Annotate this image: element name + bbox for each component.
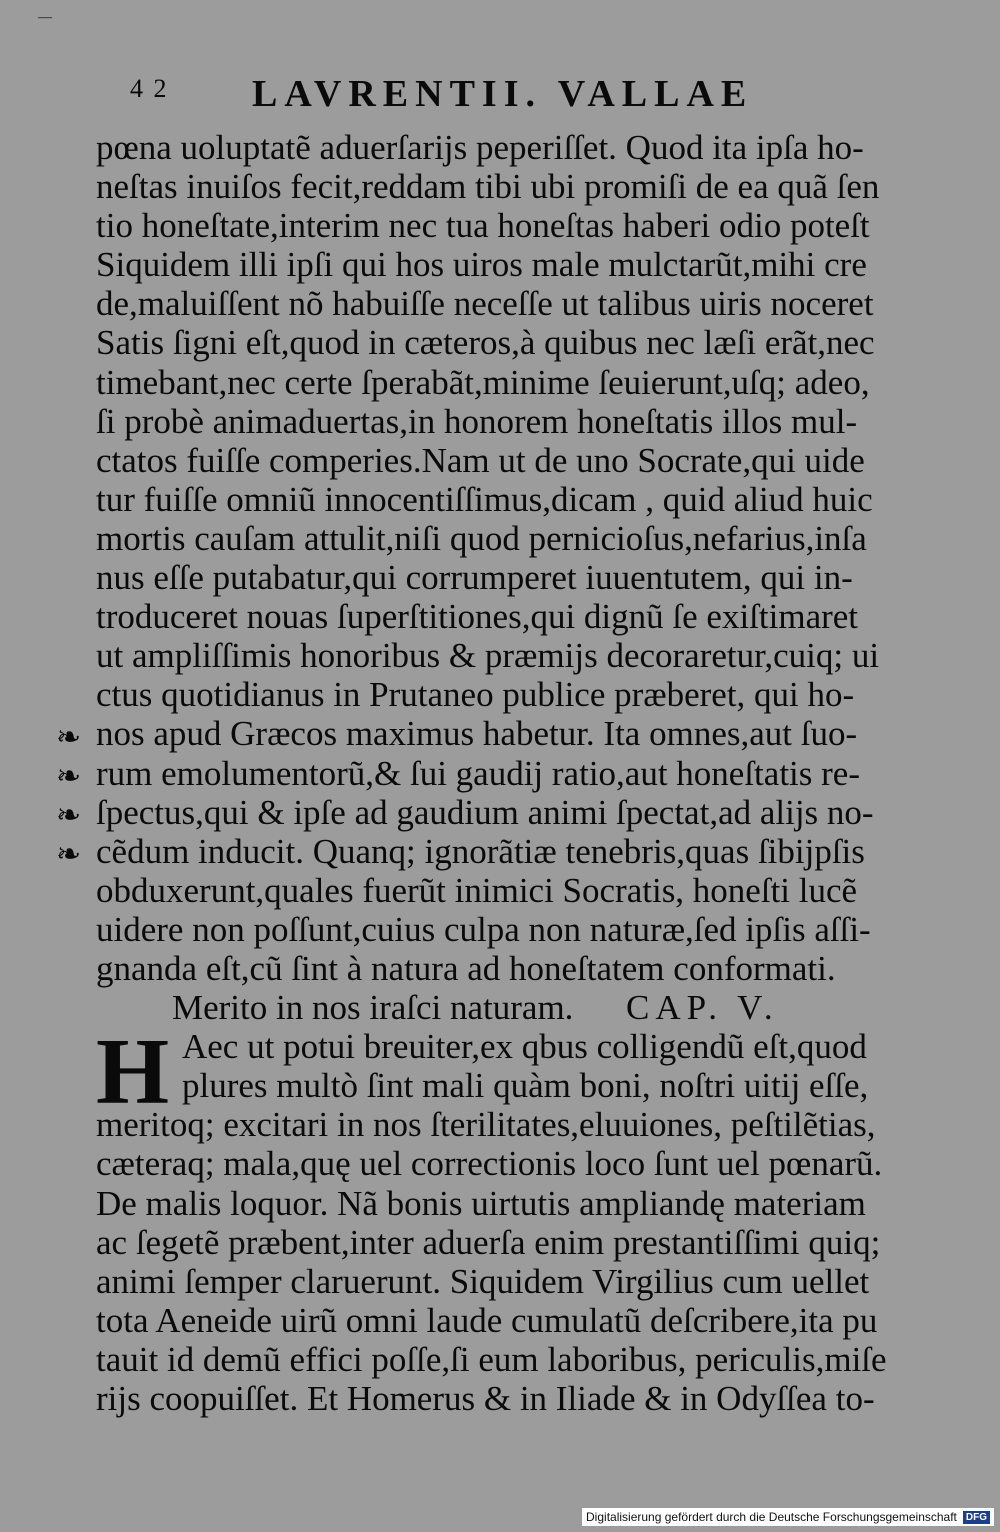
text-line: ſpectus,qui & ipſe ad gaudium animi ſpectat,ad aliјs no- (96, 792, 874, 832)
text-line: nos apud Græcos maximus habetur. Ita omnes,aut ſuo- (96, 714, 858, 754)
text-line: meritoq; excitari in nos ſterilitates,eluuiones, peſtilẽtias, (96, 1105, 876, 1145)
text-line: animi ſemper claruerunt. Siquidem Virgilius cum uellet (96, 1261, 870, 1301)
text-line: cæteraq; mala,quę uel correctionis loco ſunt uel pœnarũ. (96, 1144, 883, 1184)
text-line: mortis cauſam attulit,niſi quod pernicioſus,nefarius,inſa (96, 518, 867, 558)
credit-text: Digitalisierung gefördert durch die Deutsche Forschungsgemeinschaft (586, 1510, 957, 1524)
text-line: uidere non poſſunt,cuius culpa non naturæ,ſed ipſis aſſi- (96, 909, 871, 949)
margin-mark: ❧ (56, 838, 82, 872)
chapter-title: Merito in nos iraſci naturam. (172, 988, 574, 1028)
running-title: LAVRENTII. VALLAE (252, 73, 754, 115)
text-line: rum emolumentorũ,& ſui gaudij ratio,aut honeſtatis re- (96, 753, 860, 793)
text-line: troduceret nouas ſuperſtitiones,qui dignũ ſe exiſtimaret (96, 597, 859, 637)
text-line: ctus quotidianus in Prutaneo publice præberet, qui ho- (96, 675, 855, 715)
text-line: rijs coopuiſſet. Et Homerus & in Iliade & in Odyſſea to- (96, 1379, 875, 1418)
dfg-logo-icon: DFG (963, 1511, 990, 1524)
text-line: plures multò ſint mali quàm boni, noſtri uitij eſſe, (182, 1066, 869, 1106)
chapter-heading (96, 988, 946, 1027)
digitization-credit (582, 1508, 994, 1526)
corner-mark: — (38, 10, 52, 25)
margin-mark: ❧ (56, 760, 82, 794)
text-line: De malis loquor. Nã bonis uirtutis ampliandę materiam (96, 1183, 866, 1223)
text-line: ut ampliſſimis honoribus & præmijs decoraretur,cuiq; ui (96, 636, 880, 676)
text-line: pœna uoluptatẽ aduerſarijs peperiſſet. Quod ita ipſa ho- (96, 128, 864, 167)
text-line: tio honeſtate,interim nec tua honeſtas haberi odio poteſt (96, 206, 870, 246)
text-line: tota Aeneide uirũ omni laude cumulatũ deſcribere,ita pu (96, 1300, 878, 1340)
text-line: tauit id demũ effici poſſe,ſi eum laboribus, periculis,miſe (96, 1339, 887, 1379)
text-line: gnanda eſt,cũ ſint à natura ad honeſtatem conformati. (96, 948, 836, 988)
body-text (96, 128, 946, 1418)
chapter-number: CAP. V. (626, 988, 779, 1028)
text-line: tur fuiſſe omniũ innocentiſſimus,dicam , quid aliud huic (96, 479, 873, 519)
text-line: obduxerunt,quales fuerũt inimici Socratis, honeſti lucẽ (96, 870, 858, 910)
text-line: Satis ſigni eſt,quod in cæteros,à quibus nec læſi erãt,nec (96, 323, 875, 363)
text-line: ctatos fuiſſe comperies.Nam ut de uno Socrate,qui uide (96, 440, 865, 480)
margin-mark: ❧ (56, 799, 82, 833)
running-header (130, 72, 830, 115)
text-line: neſtas inuiſos fecit,reddam tibi ubi promiſi de ea quã ſen (96, 167, 880, 207)
text-line: nus eſſe putabatur,qui corrumperet iuuentutem, qui in- (96, 558, 853, 598)
text-line: timebant,nec certe ſperabãt,minime ſeuierunt,uſq; adeo, (96, 362, 870, 402)
text-line: ac ſegetẽ præbent,inter aduerſa enim prestantiſſimi quiq; (96, 1222, 881, 1262)
folio-number: 4 2 (130, 74, 169, 103)
text-line: de,maluiſſent nõ habuiſſe neceſſe ut talibus uiris noceret (96, 284, 874, 324)
text-line: Siquidem illi ipſi qui hos uiros male mulctarũt,mihi cre (96, 245, 867, 285)
margin-mark: ❧ (56, 721, 82, 754)
margin-marks (56, 718, 86, 874)
text-line: Aec ut potui breuiter,ex qbus colligendũ eſt,quod (182, 1027, 867, 1067)
text-line: ſi probè animaduertas,in honorem honeſtatis illos mul- (96, 401, 858, 441)
text-line: cẽdum inducit. Quanq; ignorãtiæ tenebris,quas ſibijpſis (96, 831, 865, 871)
drop-cap-initial: H (96, 1020, 170, 1125)
